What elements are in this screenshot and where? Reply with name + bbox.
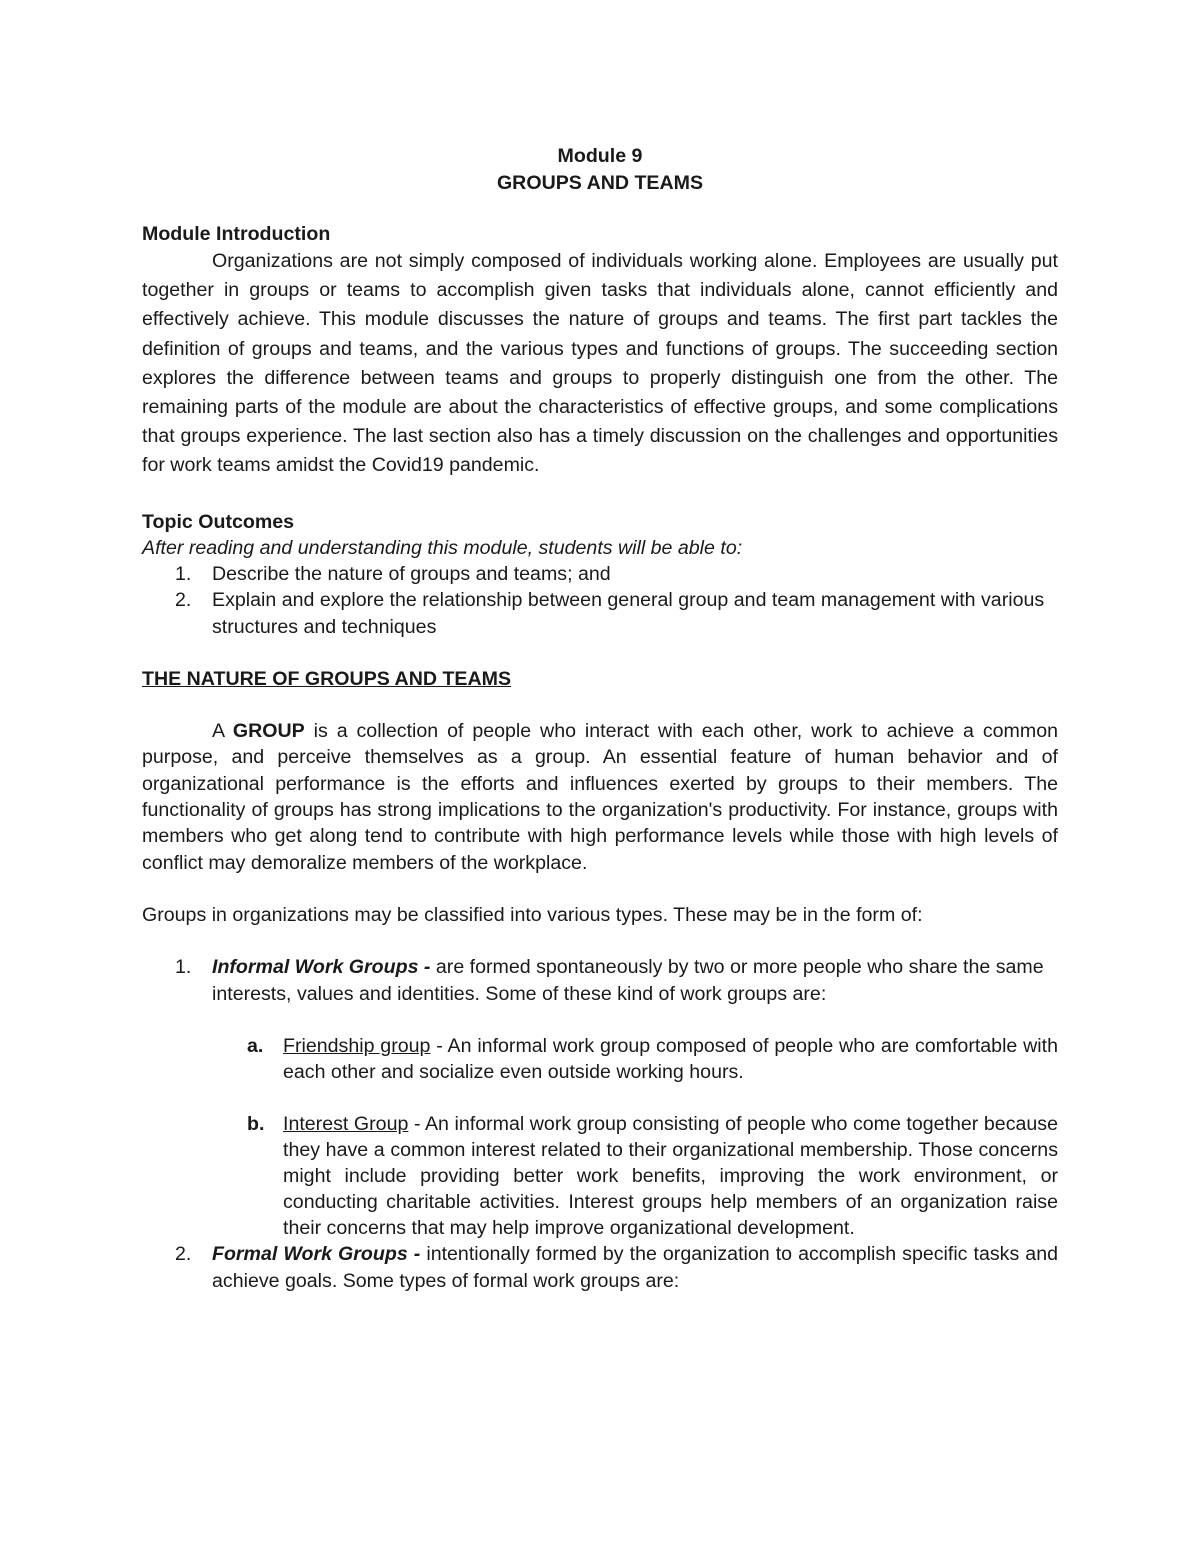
outcomes-lead: After reading and understanding this module, students will be able to: [142, 536, 743, 559]
group-definition-text: is a collection of people who interact with each other, work to achieve a common purpose, and perceive themselves as a group. An essential feature of human behavior and of organizational performance is the efforts and influences exerted by groups to their members. The functionality of groups has strong implications to the organization's productivity. For instance, groups with members who get along tend to contribute with high performance levels while those with high levels of conflict may demoralize members of the workplace. [142, 720, 1058, 874]
informal-groups-desc: are formed spontaneously by two or more people who share the same interests, values and identities. Some of these kind of work groups are: [212, 956, 1044, 1005]
outcome-number: 2. [175, 589, 192, 612]
document-content [142, 143, 1058, 1294]
group-definition-paragraph [142, 718, 1058, 876]
outcome-text: Explain and explore the relationship between general group and team management with various structures and techniques [212, 589, 1045, 638]
formal-groups-term: Formal Work Groups - [212, 1243, 421, 1266]
intro-paragraph: Organizations are not simply composed of individuals working alone. Employees are usually put together in groups or teams to accomplish given tasks that individuals alone, cannot efficiently and effectively achieve. This module discusses the nature of groups and teams. The first part tackles the definition of groups and teams, and the various types and functions of groups. The succeeding section explores the difference between teams and groups to properly distinguish one from the other. The remaining parts of the module are about the characteristics of effective groups, and some complications that groups experience. The last section also has a timely discussion on the challenges and opportunities for work teams amidst the Covid19 pandemic. [142, 250, 1058, 477]
interest-group-letter: b. [247, 1113, 265, 1136]
intro-heading: Module Introduction [142, 223, 331, 245]
nature-heading: THE NATURE OF GROUPS AND TEAMS [142, 668, 512, 691]
interest-group-desc: - An informal work group consisting of people who come together because they have a common interest related to their organizational membership. Those concerns might include providing better work benefits, improving the work environment, or conducting charitable activities. Interest groups help members of an organization raise their concerns that may help improve organizational development. [283, 1113, 1058, 1240]
outcome-item [142, 561, 1058, 588]
friendship-group-term: Friendship group [283, 1035, 431, 1058]
formal-groups-desc: intentionally formed by the organization to accomplish specific tasks and achieve goals. Some types of formal work groups are: [212, 1243, 1058, 1292]
friendship-group-letter: a. [247, 1035, 264, 1058]
formal-groups-item [142, 1241, 1058, 1294]
group-term: GROUP [232, 720, 305, 743]
module-number: Module 9 [557, 145, 643, 167]
informal-groups-number: 1. [175, 956, 192, 979]
outcome-item [142, 587, 1058, 640]
outcome-number: 1. [175, 562, 192, 585]
friendship-group-item [142, 1033, 1058, 1085]
friendship-group-desc: - An informal work group composed of people who are comfortable with each other and socialize even outside working hours. [283, 1035, 1059, 1084]
interest-group-item [142, 1111, 1058, 1241]
group-types-list-continued [142, 1241, 1058, 1294]
informal-groups-term: Informal Work Groups - [212, 956, 431, 979]
formal-groups-number: 2. [175, 1243, 192, 1266]
outcomes-heading: Topic Outcomes [142, 510, 295, 533]
informal-subtypes-list [142, 1033, 1058, 1241]
outcome-text: Describe the nature of groups and teams; and [212, 562, 611, 585]
module-title: GROUPS AND TEAMS [496, 172, 704, 194]
group-types-intro: Groups in organizations may be classified into various types. These may be in the form of: [142, 903, 923, 926]
informal-groups-item [142, 954, 1058, 1007]
group-definition-prefix: A [212, 720, 233, 743]
outcomes-list [142, 561, 1058, 641]
group-types-list [142, 954, 1058, 1007]
interest-group-term: Interest Group [283, 1113, 409, 1136]
